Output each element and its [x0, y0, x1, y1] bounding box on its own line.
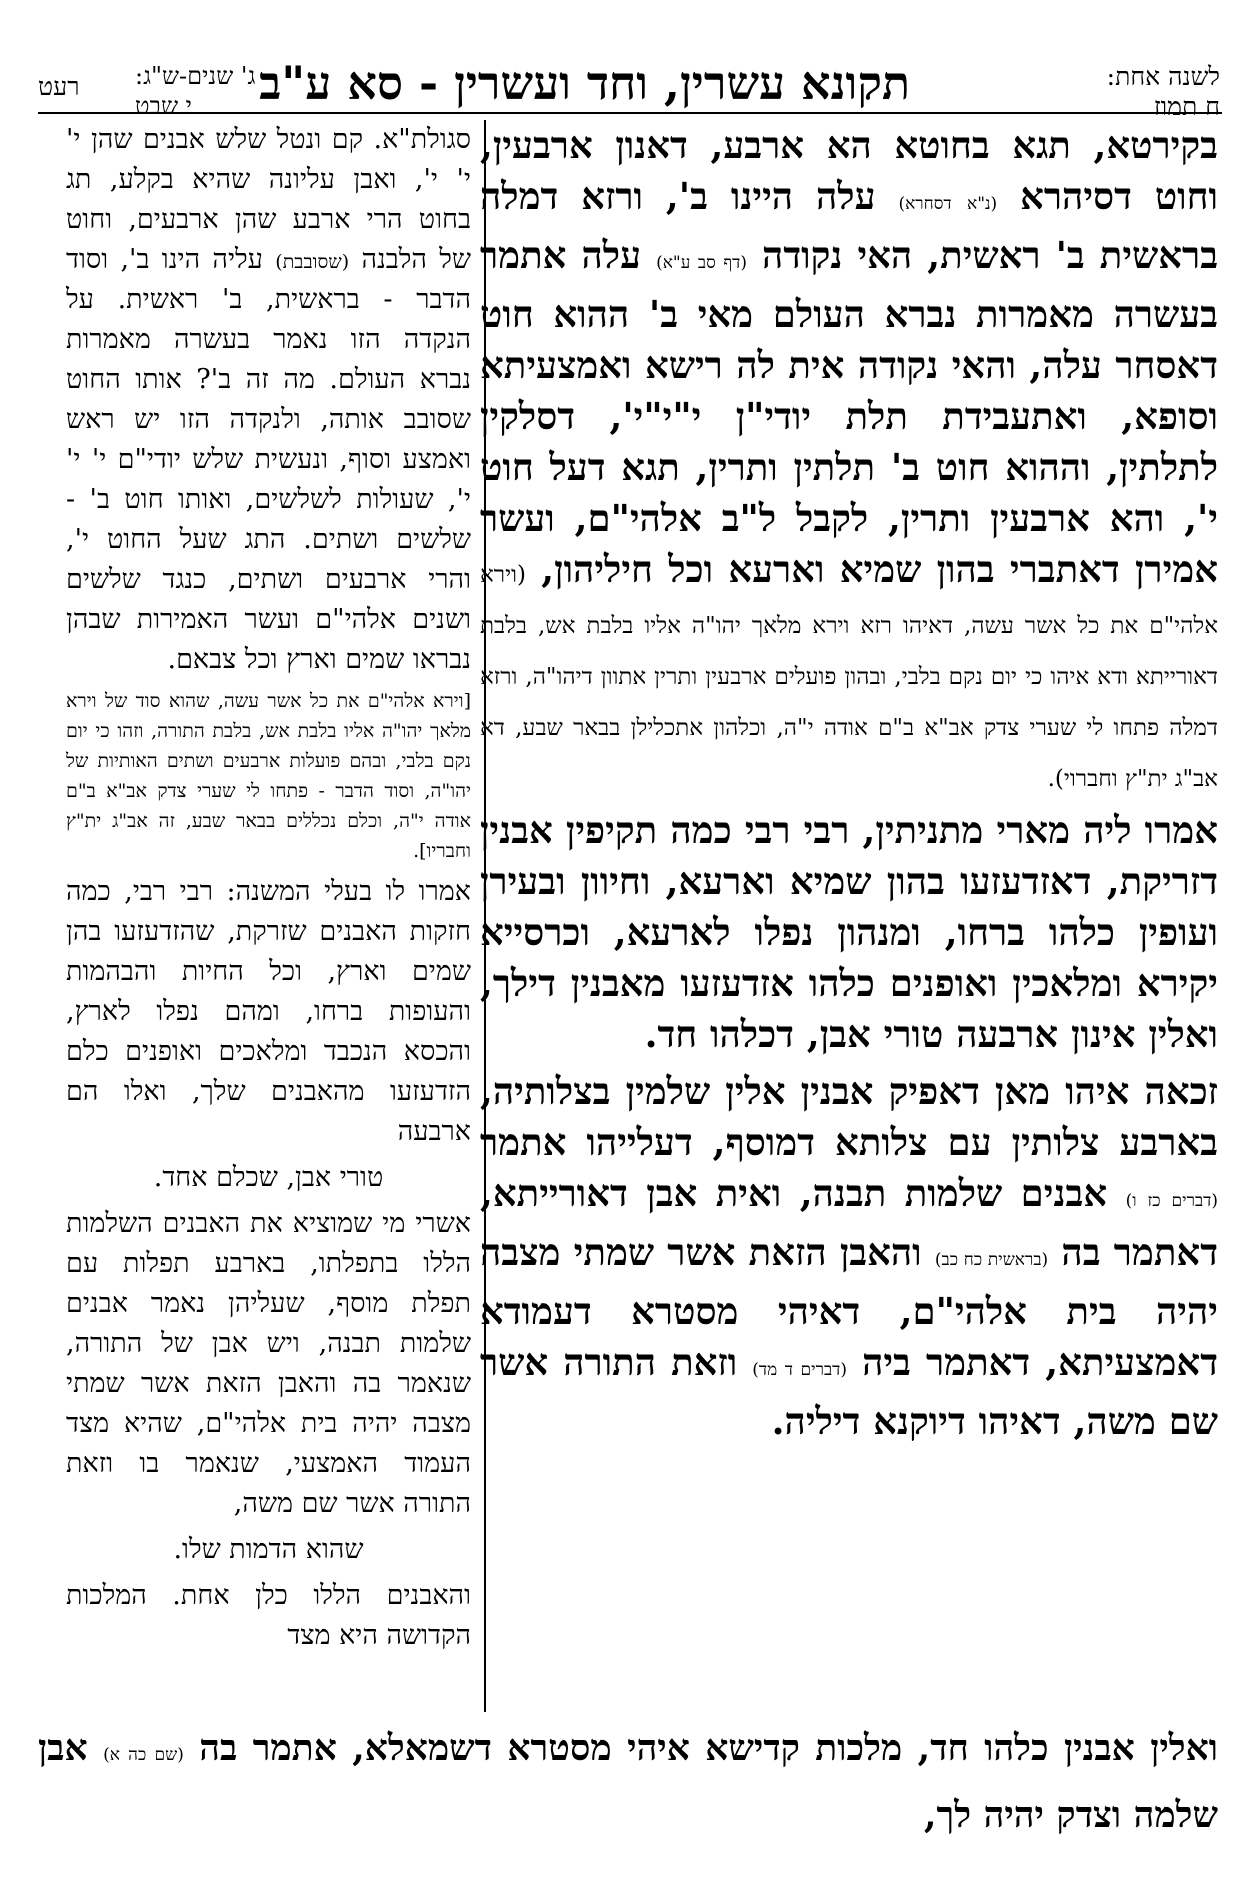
column-divider [484, 120, 486, 1712]
header-divider [38, 112, 1222, 114]
main-text-column [480, 120, 1218, 1680]
main-text: אבן שלמה וצדק יהיה לך, [38, 1727, 1218, 1836]
source-reference: (שם כה א) [103, 1745, 184, 1765]
side-text: עליה הינו ב', וסוד הדבר - בראשית, ב' ראשית. על הנקדה הזו נאמר בעשרה מאמרות נברא העולם. מה זה ב'? אותו החוט שסובב אותה, ולנקדה הזו יש ראש ואמצע וסוף, ונעשית שלש יודי"ם י' י' י', שעולות לשלשים, ואותו חוט ב' - שלשים ושתים. התג שעל החוט י', והרי ארבעים ושתים, כנגד שלשים ושנים אלהי"ם ועשר האמירות שבהן נבראו שמים וארץ וכל צבאם. [66, 244, 471, 675]
main-text: וזאת התורה אשר שם משה, דאיהו דיוקנא דיליה. [480, 1340, 1218, 1443]
side-text: אשרי מי שמוציא את האבנים השלמות הללו בתפלתו, בארבע תפלות עם תפלת מוסף, שעליהן נאמר אבנים שלמות תבנה, ויש אבן של התורה, שנאמר בה והאבן הזאת אשר שמתי מצבה יהיה בית אלהי"ם, שהיא מצד העמוד האמצעי, שנאמר בו וזאת התורה אשר שם משה, [66, 1208, 471, 1519]
translation-column [66, 120, 471, 1720]
source-reference: (דף סב ע"א) [656, 253, 747, 273]
side-centered-line: שהוא הדמות שלו. [173, 1534, 364, 1565]
page-header [0, 0, 1260, 121]
main-paragraph-1 [480, 120, 1218, 799]
side-paragraph-5: והאבנים הללו כלן אחת. המלכות הקדושה היא מצד [66, 1580, 471, 1651]
header-date-label: ח תמוז [1153, 92, 1220, 121]
main-text: עלה היינו ב', ורזא דמלה בראשית ב' ראשית, האי נקודה [480, 174, 1218, 277]
header-cycle-label: ג' שנים-ש"ג: [135, 62, 256, 90]
main-text: בקירטא, תגא בחוטא הא ארבע, דאנון ארבעין, וחוט דסיהרא [480, 123, 1218, 218]
side-centered-line: טורי אבן, שכלם אחד. [153, 1162, 384, 1193]
page-number: רעט [38, 72, 80, 101]
main-text: זכאה איהו מאן דאפיק אבנין אלין שלמין בצלותיה, בארבע צלותין עם צלותא דמוסף, דעלייהו אתמר [480, 1069, 1218, 1164]
source-reference: (נ"א דסחרא) [898, 194, 998, 214]
source-reference: (דברים ד מד) [752, 1360, 847, 1380]
side-text: סגולת"א. קם ונטל שלש אבנים שהן י' י' י', ואבן עליונה שהיא בקלע, תג בחוט הרי ארבע שהן ארבעים, וחוט של הלבנה [66, 124, 471, 275]
main-gloss: (וירא אלהי"ם את כל אשר עשה, דאיהו רזא וירא מלאך יהו"ה אליו בלבת אש, בלבת דאורייתא ודא איהו כי יום נקם בלבי, ובהון פועלים ארבעין ותרין אתוון דיהו"ה, ורזא דמלה פתחו לי שערי צדק אב"א ב"ם אודה י"ה, וכלהון אתכלילן בבאר שבע, דא אב"ג ית"ץ וחברוי). [480, 562, 1218, 792]
page-title: תקונא עשרין, וחד ועשרין - סא ע"ב [259, 56, 910, 110]
side-paragraph-2: [וירא אלהי"ם את כל אשר עשה, שהוא סוד של וירא מלאך יהו"ה אליו בלבת אש, בלבת התורה, וזהו כי יום נקם בלבי, ובהם פועלות ארבעים ושתים האותיות של יהו"ה, וסוד הדבר - פתחו לי שערי צדק אב"א ב"ם אודה י"ה, וכלם נכללים בבאר שבע, זה אב"ג ית"ץ וחבריו]. [66, 690, 471, 862]
main-text: ואלין אבנין כלהו חד, מלכות קדישא איהי מסטרא דשמאלא, אתמר בה [199, 1727, 1218, 1769]
main-text: והאבן הזאת אשר שמתי מצבה יהיה בית אלהי"ם, דאיהי מסטרא דעמודא דאמצעיתא, דאתמר ביה [480, 1230, 1218, 1384]
side-gloss: (שסובבת) [275, 251, 350, 273]
source-reference: (בראשית כח כב) [934, 1250, 1049, 1270]
side-text: אמרו לו בעלי המשנה: רבי רבי, כמה חזקות האבנים שזרקת, שהזדעזעו בהן שמים וארץ, וכל החיות והבהמות והעופות ברחו, ומהם נפלו לארץ, והכסא הנכבד ומלאכים ואופנים כלם הזדעזעו מהאבנים שלך, ואלו הם ארבעה [66, 876, 471, 1147]
side-paragraph-1 [66, 120, 471, 680]
header-cycle-date: י שבט [135, 92, 192, 120]
bottom-text [38, 1718, 1218, 1845]
main-text: אבנים שלמות תבנה, ואית אבן דאורייתא, דאתמר בה [480, 1171, 1218, 1274]
header-year-label: לשנה אחת: [1106, 62, 1220, 91]
main-text: עלה אתמר בעשרה מאמרות נברא העולם מאי ב' ההוא חוט דאסחר עלה, והאי נקודה אית לה רישא ואמצעיתא וסופא, ואתעבידת תלת יודי"ן י"י"י', דסלקין לתלתין, וההוא חוט ב' תלתין ותרין, תגא דעל חוט י', והא ארבעין ותרין, לקבל ל"ב אלהי"ם, ועשר אמירן דאתברי בהון שמיא וארעא וכל חיליהון, [480, 233, 1218, 591]
source-reference: (דברים כז ו) [1125, 1191, 1218, 1211]
side-paragraph-4 [66, 1204, 471, 1524]
main-text: אמרו ליה מארי מתניתין, רבי רבי כמה תקיפין אבנין דזריקת, דאזדעזעו בהון שמיא וארעא, וחיוון ובעירן ועופין כלהו ברחו, ומנהון נפלו לארעא, וכרסייא יקירא ומלאכין ואופנים כלהו אזדעזעו מאבנין דילך, ואלין אינון ארבעה טורי אבן, דכלהו חד. [480, 808, 1218, 1056]
main-paragraph-3 [480, 1066, 1218, 1447]
side-paragraph-3 [66, 872, 471, 1152]
main-paragraph-2 [480, 805, 1218, 1060]
